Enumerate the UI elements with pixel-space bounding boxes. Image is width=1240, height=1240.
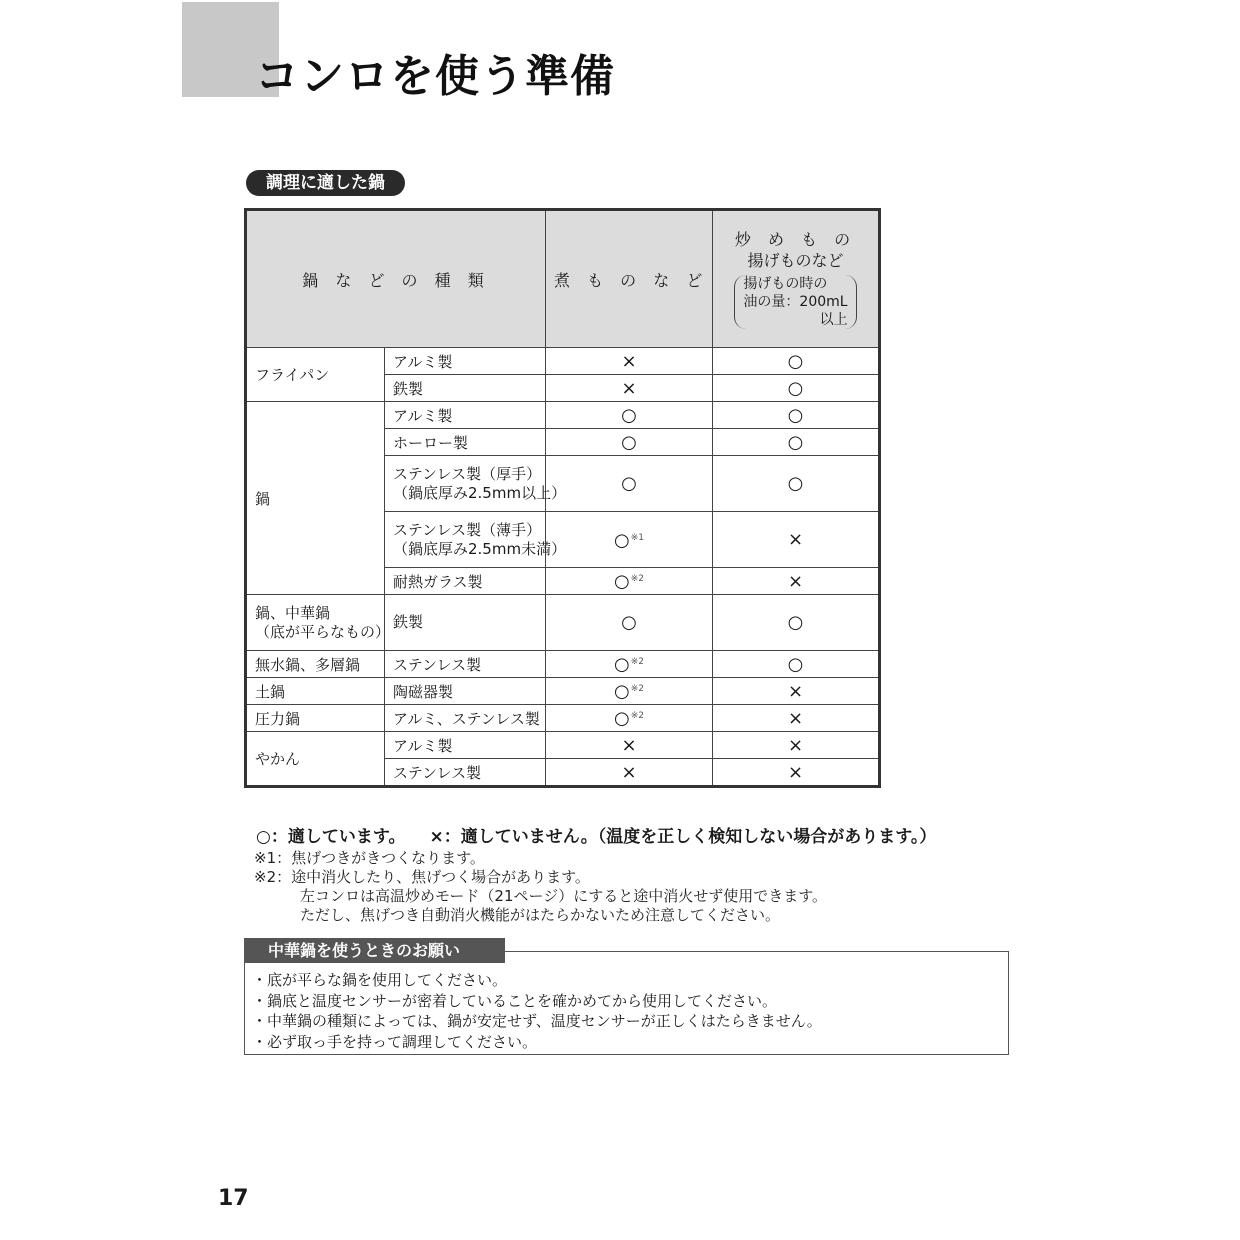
- material-label: アルミ製: [385, 732, 546, 759]
- material-line2: （鍋底厚み2.5mm未満）: [393, 539, 567, 558]
- note-ref: ※2: [630, 683, 644, 694]
- material-line1: ステンレス製（厚手）: [393, 464, 542, 483]
- material-label: 耐熱ガラス製: [385, 568, 546, 595]
- simmer-mark-with-note: [546, 705, 713, 732]
- footnote-2-line2: 左コンロは高温炒めモード（21ページ）にすると途中消火せず使用できます。: [300, 887, 827, 905]
- simmer-mark-with-note: [546, 651, 713, 678]
- list-item: ・鍋底と温度センサーが密着していることを確かめてから使用してください。: [252, 991, 778, 1010]
- simmer-mark: ○: [546, 595, 713, 651]
- simmer-mark: ×: [546, 348, 713, 375]
- material-label: アルミ製: [385, 348, 546, 375]
- note-ref: ※1: [630, 533, 644, 543]
- fry-mark: ×: [713, 705, 880, 732]
- simmer-mark: ×: [546, 759, 713, 787]
- simmer-mark-with-note: [546, 512, 713, 568]
- simmer-mark: ×: [546, 732, 713, 759]
- material-label: 鉄製: [385, 595, 546, 651]
- fry-mark: ○: [713, 595, 880, 651]
- header-fry: [713, 210, 880, 348]
- table-row: [246, 402, 880, 429]
- group-label: 土鍋: [246, 678, 385, 705]
- group-label: 圧力鍋: [246, 705, 385, 732]
- material-label: アルミ、ステンレス製: [385, 705, 546, 732]
- header-fry-note-line2: 油の量：200mL: [743, 294, 848, 310]
- simmer-mark: ×: [546, 375, 713, 402]
- header-fry-note: [734, 275, 856, 329]
- footnote-2-line3: ただし、焦げつき自動消火機能がはたらかないため注意してください。: [300, 906, 781, 924]
- table-row: [246, 732, 880, 759]
- list-item: ・中華鍋の種類によっては、鍋が安定せず、温度センサーが正しくはたらきません。: [252, 1012, 822, 1030]
- header-pot-type: 鍋 な ど の 種 類: [246, 210, 546, 348]
- material-line2: （鍋底厚み2.5mm以上）: [393, 483, 567, 502]
- material-label: [385, 456, 567, 512]
- table-row: [246, 595, 880, 651]
- header-fry-note-line3: 以上: [819, 312, 848, 328]
- material-label: 陶磁器製: [385, 678, 546, 705]
- header-fry-line2: 揚げものなど: [747, 251, 844, 270]
- material-label: ステンレス製: [385, 759, 546, 787]
- fry-mark: ○: [713, 348, 880, 375]
- material-label: アルミ製: [385, 402, 546, 429]
- legend-good: ○：適しています。: [256, 827, 406, 847]
- section-label: 調理に適した鍋: [246, 170, 405, 196]
- pot-suitability-table: [244, 208, 881, 788]
- mark-symbol: ○: [614, 570, 630, 592]
- table-row: [246, 348, 880, 375]
- note-ref: ※2: [630, 710, 644, 721]
- material-label: 鉄製: [385, 375, 546, 402]
- legend-bad: ×：適していません。（温度を正しく検知しない場合があります。）: [429, 827, 937, 847]
- table-row: [246, 651, 880, 678]
- footnote-1: ※1：焦げつきがきつくなります。: [254, 849, 485, 867]
- table-row: [246, 705, 880, 732]
- fry-mark: ×: [713, 568, 880, 595]
- material-label: ホーロー製: [385, 429, 546, 456]
- fry-mark: ○: [713, 375, 880, 402]
- fry-mark: ×: [713, 678, 880, 705]
- list-item: ・底が平らな鍋を使用してください。: [252, 971, 508, 989]
- symbol-legend: [256, 822, 936, 847]
- list-item: ・必ず取っ手を持って調理してください。: [252, 1032, 538, 1051]
- table-row: [246, 678, 880, 705]
- mark-symbol: ○: [614, 653, 630, 675]
- simmer-mark: ○: [546, 402, 713, 429]
- group-label: 鍋: [246, 402, 385, 595]
- simmer-mark-with-note: [546, 678, 713, 705]
- footnotes: [254, 849, 827, 925]
- group-label: [246, 595, 391, 651]
- material-label: ステンレス製: [385, 651, 546, 678]
- fry-mark: ○: [713, 456, 880, 512]
- group-line2: （底が平らなもの）: [255, 622, 391, 641]
- simmer-mark: ○: [546, 429, 713, 456]
- header-fry-note-line1: 揚げもの時の: [743, 276, 828, 292]
- request-title: 中華鍋を使うときのお願い: [244, 938, 505, 963]
- material-line1: ステンレス製（薄手）: [393, 520, 542, 539]
- fry-mark: ○: [713, 402, 880, 429]
- request-list: [252, 970, 822, 1052]
- header-fry-line1: 炒 め も の: [734, 230, 857, 249]
- fry-mark: ○: [713, 429, 880, 456]
- material-label: [385, 512, 567, 568]
- footnote-2: ※2：途中消火したり、焦げつく場合があります。: [254, 868, 590, 886]
- simmer-mark: ○: [546, 456, 713, 512]
- fry-mark: ×: [713, 732, 880, 759]
- mark-symbol: ○: [614, 707, 630, 729]
- page-number: 17: [218, 1186, 249, 1211]
- group-label: フライパン: [246, 348, 385, 402]
- fry-mark: ×: [713, 759, 880, 787]
- note-ref: ※2: [630, 656, 644, 667]
- group-label: 無水鍋、多層鍋: [246, 651, 385, 678]
- header-simmer: 煮 も の な ど: [546, 210, 713, 348]
- page-title: コンロを使う準備: [255, 51, 615, 102]
- group-label: やかん: [246, 732, 385, 787]
- fry-mark: ○: [713, 651, 880, 678]
- simmer-mark-with-note: [546, 568, 713, 595]
- note-ref: ※2: [630, 573, 644, 584]
- mark-symbol: ○: [614, 680, 630, 702]
- fry-mark: ×: [713, 512, 880, 568]
- table-header-row: [246, 210, 880, 348]
- mark-symbol: ○: [614, 530, 630, 551]
- group-line1: 鍋、中華鍋: [255, 603, 331, 622]
